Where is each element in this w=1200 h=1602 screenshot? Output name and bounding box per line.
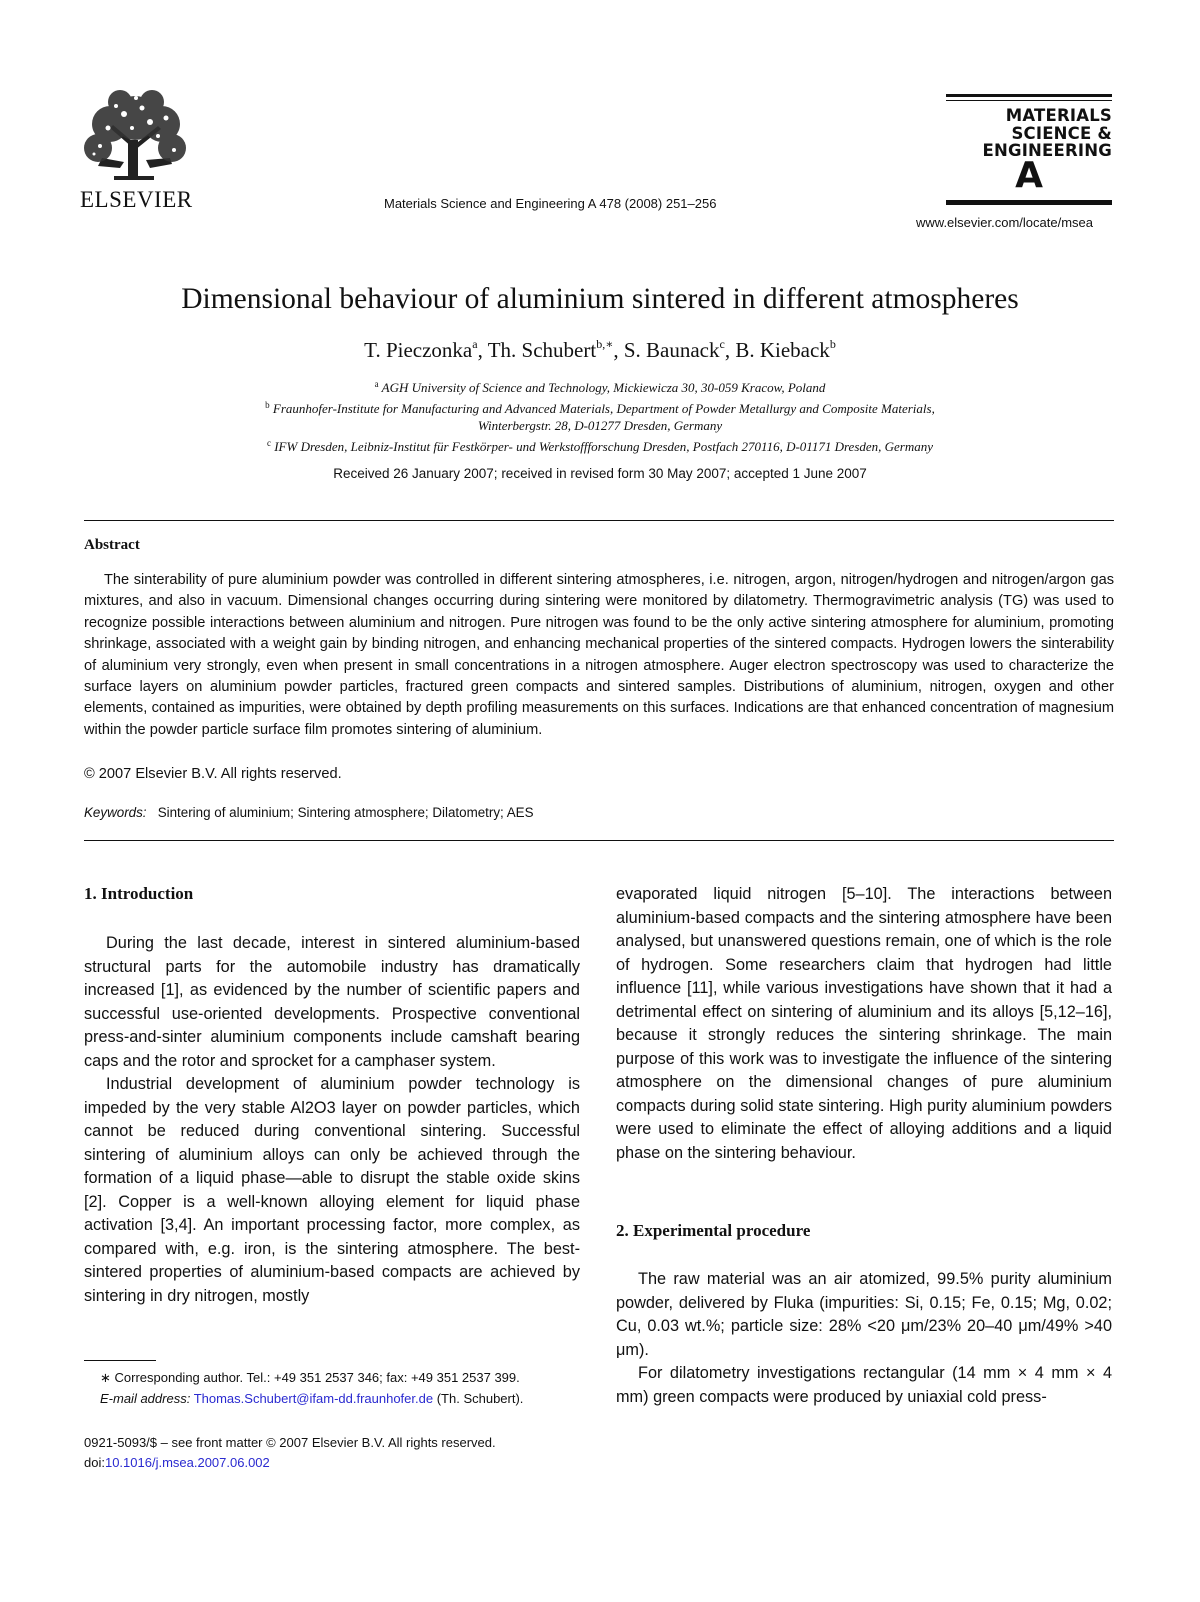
- paragraph: The raw material was an air atomized, 99.5% purity aluminium powder, delivered by Fluka (impurities: Si, 0.15; Fe, 0.15; Mg, 0.02; Cu, 0.03 wt.%; particle size: 28% <20 μm/23% 20–40 μm/49% >40 μm).: [616, 1270, 1112, 1359]
- author-name[interactable]: S. Baunack: [623, 338, 720, 362]
- abstract-heading: Abstract: [84, 537, 140, 553]
- issn-line: 0921-5093/$ – see front matter © 2007 Elsevier B.V. All rights reserved.: [84, 1435, 496, 1450]
- doi-link[interactable]: 10.1016/j.msea.2007.06.002: [104, 1455, 270, 1470]
- doi-label: doi:: [84, 1455, 105, 1470]
- affiliation: [0, 438, 1200, 455]
- footnote-rule: [84, 1360, 156, 1361]
- section-heading-experimental: 2. Experimental procedure: [616, 1221, 811, 1240]
- publisher-wordmark: ELSEVIER: [80, 187, 193, 212]
- abstract-copyright: © 2007 Elsevier B.V. All rights reserved.: [84, 766, 342, 782]
- affiliation: [0, 379, 1200, 396]
- footnote: [84, 1367, 580, 1409]
- paragraph: For dilatometry investigations rectangular (14 mm × 4 mm × 4 mm) green compacts were produced by uniaxial cold press-: [616, 1364, 1112, 1406]
- author-affiliation-mark: a: [472, 337, 478, 351]
- affiliation-mark: c: [266, 438, 271, 448]
- journal-logo-line: ENGINEERING: [982, 141, 1112, 160]
- right-column: [616, 883, 1112, 1165]
- received-dates: Received 26 January 2007; received in revised form 30 May 2007; accepted 1 June 2007: [333, 466, 867, 481]
- right-column-section2: [616, 1268, 1112, 1409]
- author-affiliation-mark: c: [719, 337, 725, 351]
- journal-logo-letter: A: [1015, 155, 1043, 196]
- journal-logo-line: MATERIALS: [1005, 106, 1112, 125]
- paragraph: During the last decade, interest in sintered aluminium-based structural parts for the automobile industry has dramatically increased [1], as evidenced by the number of scientific papers and successful use-oriented developments. Prospective conventional press-and-sinter aluminium components include camshaft bearing caps and the rotor and sprocket for a camphaser system.: [84, 934, 580, 1070]
- left-column: [84, 930, 580, 1308]
- affiliation-mark: a: [374, 379, 379, 389]
- affiliation-text: IFW Dresden, Leibniz-Institut für Festkörper- und Werkstoffforschung Dresden, Postfach 270116, D-01171 Dresden, Germany: [274, 439, 934, 454]
- doi-line: [84, 1453, 580, 1473]
- corresponding-author-note: ∗ Corresponding author. Tel.: +49 351 2537 346; fax: +49 351 2537 399.: [100, 1370, 520, 1385]
- affiliation-text: Fraunhofer-Institute for Manufacturing and Advanced Materials, Department of Powder Metallurgy and Composite Materials,: [272, 401, 935, 416]
- journal-reference: Materials Science and Engineering A 478 (2008) 251–256: [384, 196, 717, 211]
- section-heading-introduction: 1. Introduction: [84, 884, 194, 903]
- journal-logo: [946, 107, 1112, 160]
- journal-url-link[interactable]: www.elsevier.com/locate/msea: [916, 215, 1094, 230]
- divider: [84, 840, 1114, 841]
- issn-block: [84, 1433, 580, 1473]
- author-name[interactable]: B. Kieback: [735, 338, 830, 362]
- paragraph: evaporated liquid nitrogen [5–10]. The interactions between aluminium-based compacts and the sintering atmosphere have been analysed, but unanswered questions remain, one of which is the role of hydrogen. Some researchers claim that hydrogen had little influence [11], while various investigations have shown that it had a detrimental effect on sintering of aluminium and its alloys [5,12–16], because it strongly reduces the sintering shrinkage. The main purpose of this work was to investigate the influence of the sintering atmosphere on the dimensional changes of pure aluminium compacts during solid state sintering. High purity aluminium powders were used to eliminate the effect of alloying additions and a liquid phase on the sintering behaviour.: [616, 885, 1112, 1162]
- paragraph: Industrial development of aluminium powder technology is impeded by the very stable Al2O3 layer on powder particles, which cannot be reduced during conventional sintering. Successful sintering of aluminium alloys can only be achieved through the formation of a liquid phase—able to disrupt the stable oxide skins [2]. Copper is a well-known alloying element for liquid phase activation [3,4]. An important processing factor, more complex, as compared with, e.g. iron, is the sintering atmosphere. The best-sintered properties of aluminium-based compacts are achieved by sintering in dry nitrogen, mostly: [84, 1075, 580, 1305]
- affiliation-text: Winterbergstr. 28, D-01277 Dresden, Germany: [477, 418, 723, 433]
- elsevier-tree-logo: [80, 88, 190, 186]
- keywords: [84, 805, 534, 820]
- author-list: T. Pieczonka$^a$, Th. Schubert$^{b,∗}$, S. Baunack$^c$, B. Kieback$^b$: [364, 337, 836, 362]
- email-suffix: (Th. Schubert).: [436, 1391, 524, 1406]
- email-label: E-mail address:: [100, 1391, 191, 1406]
- journal-logo-line: SCIENCE &: [1011, 123, 1112, 143]
- email-link[interactable]: Thomas.Schubert@ifam-dd.fraunhofer.de: [193, 1391, 434, 1406]
- paper-title: Dimensional behaviour of aluminium sintered in different atmospheres: [181, 283, 1019, 315]
- journal-logo-rule: [946, 100, 1112, 102]
- keywords-label: Keywords:: [84, 805, 147, 820]
- abstract-text: The sinterability of pure aluminium powder was controlled in different sintering atmospheres, i.e. nitrogen, argon, nitrogen/hydrogen and nitrogen/argon gas mixtures, and also in vacuum. Dimensional changes occurring during sintering were monitored by dilatometry. Thermogravimetric analysis (TG) was used to recognize possible interactions between aluminium and nitrogen. Pure nitrogen was found to be the only active sintering atmosphere for aluminium, promoting shrinkage, associated with a weight gain by binding nitrogen, and enhancing mechanical properties of the sintered compacts. Hydrogen lowers the sinterability of aluminium very strongly, even when present in small concentrations in a nitrogen atmosphere. Auger electron spectroscopy was used to characterize the surface layers on aluminium powder particles, fractured green compacts and sintered samples. Distributions of aluminium, nitrogen, oxygen and other elements, contained as impurities, were obtained by depth profiling measurements on this surfaces. Indications are that enhanced concentration of magnesium within the powder particle surface film promotes sintering of aluminium.: [84, 572, 1114, 738]
- journal-logo-rule: [946, 94, 1112, 99]
- author-affiliation-mark: b,∗: [596, 337, 614, 351]
- keywords-text: Sintering of aluminium; Sintering atmosphere; Dilatometry; AES: [157, 805, 534, 820]
- affiliation: [0, 400, 1200, 417]
- email-note: [84, 1388, 580, 1409]
- journal-logo-rule: [946, 200, 1112, 205]
- author-name[interactable]: T. Pieczonka: [364, 338, 473, 362]
- affiliation-text: AGH University of Science and Technology, Mickiewicza 30, 30-059 Kracow, Poland: [381, 380, 826, 395]
- author-name[interactable]: Th. Schubert: [487, 338, 597, 362]
- affiliation-mark: b: [265, 400, 270, 410]
- divider: [84, 520, 1114, 521]
- author-affiliation-mark: b: [829, 337, 836, 351]
- affiliation: [0, 418, 1200, 434]
